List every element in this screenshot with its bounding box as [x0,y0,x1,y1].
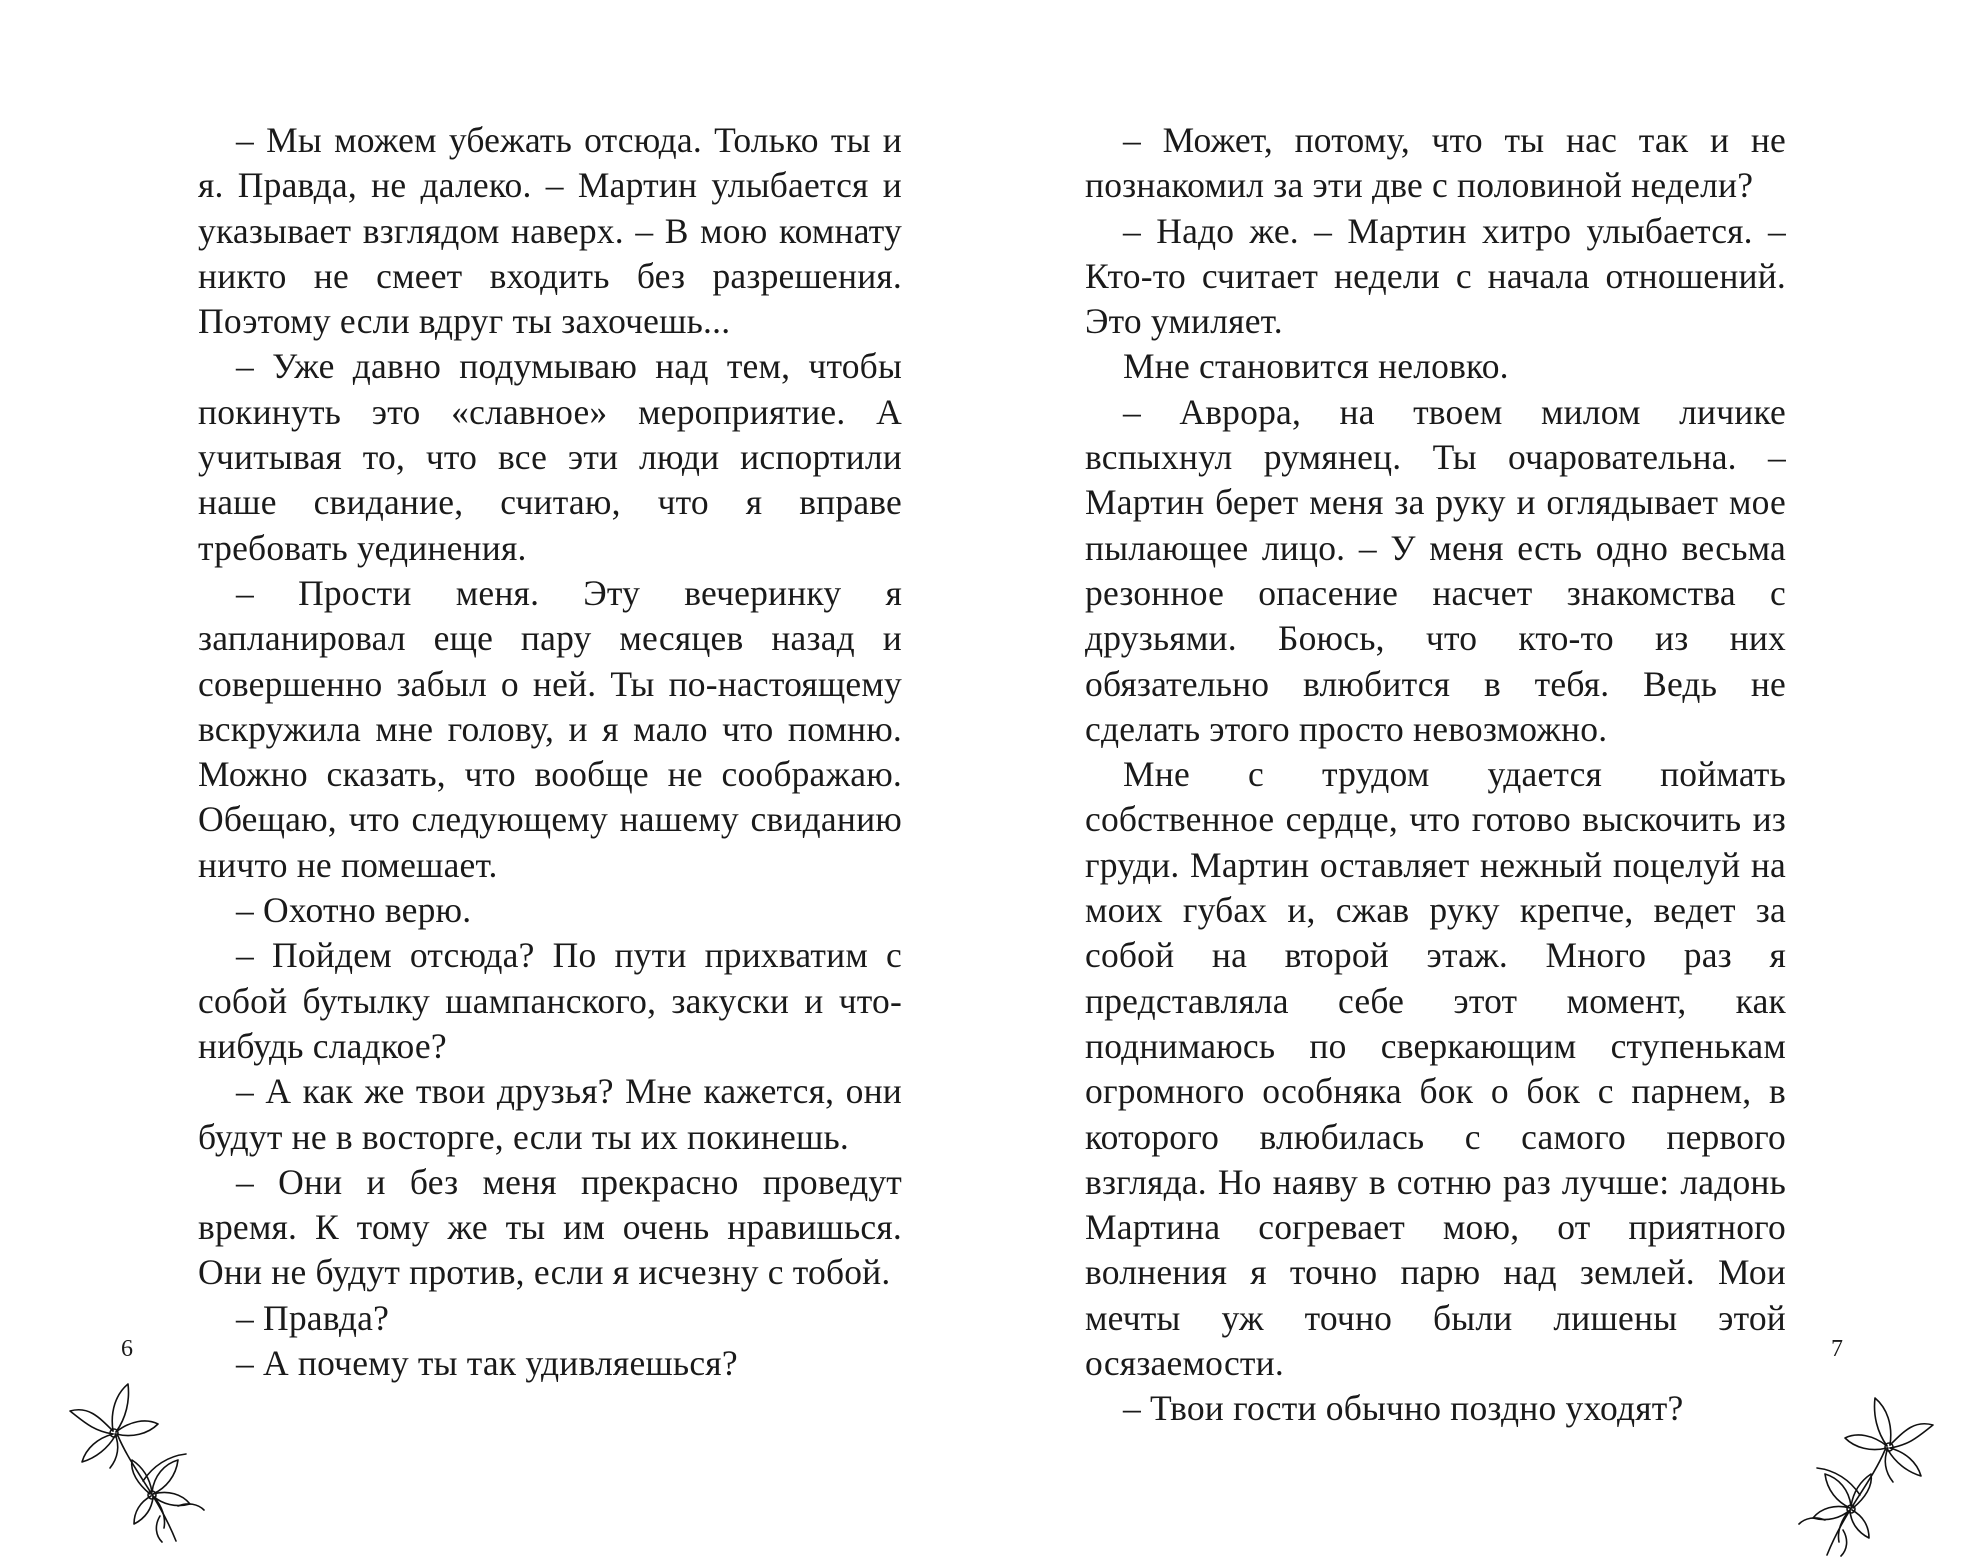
paragraph: – Мы можем убежать отсюда. Только ты и я. Правда, не далеко. – Мартин улыбается и указывает взглядом наверх. – В мою комнату никто не смеет входить без разрешения. Поэтому если вдруг ты захочешь... [198,120,902,342]
left-page-text [198,118,902,1386]
lotus-flower-icon [58,1376,208,1546]
paragraph: – Прости меня. Эту вечеринку я запланировал еще пару месяцев назад и совершенно забыл о ней. Ты по-настоящему вскружила мне голову, и я мало что помню. Можно сказать, что вообще не соображаю. Обещаю, что следующему нашему свиданию ничто не помешает. [198,572,902,885]
paragraph: – Уже давно подумываю над тем, чтобы покинуть это «славное» мероприятие. А учитывая то, что все эти люди испортили наше свидание, считаю, что я вправе требовать уединения. [198,346,902,568]
paragraph: – Твои гости обычно поздно уходят? [1123,1388,1684,1429]
page-number: 7 [1831,1336,1843,1362]
paragraph: – Надо же. – Мартин хитро улыбается. – Кто-то считает недели с начала отношений. Это умиляет. [1085,210,1786,342]
paragraph: – Правда? [236,1297,390,1338]
paragraph: Мне становится неловко. [1123,346,1509,387]
paragraph: – Аврора, на твоем милом личике вспыхнул румянец. Ты очаровательна. – Мартин берет меня за руку и оглядывает мое пылающее лицо. – У меня есть одно весьма резонное опасение насчет знакомства с друзьями. Боюсь, что кто-то из них обязательно влюбится в тебя. Ведь не сделать этого просто невозможно. [1085,391,1786,749]
page-number: 6 [121,1336,133,1362]
paragraph: – Пойдем отсюда? По пути прихватим с собой бутылку шампанского, закуски и что-нибудь сладкое? [198,935,902,1066]
paragraph: – Может, потому, что ты нас так и не познакомил за эти две с половиной недели? [1085,120,1786,206]
paragraph: – Они и без меня прекрасно проведут время. К тому же ты им очень нравишься. Они не будут против, если я исчезну с тобой. [198,1161,902,1293]
paragraph: – А почему ты так удивляешься? [236,1343,738,1384]
right-page [984,0,1969,1568]
left-page [0,0,984,1568]
paragraph: – А как же твои друзья? Мне кажется, они будут не в восторге, если ты их покинешь. [198,1071,902,1157]
right-page-text [1085,118,1786,1432]
paragraph: – Охотно верю. [236,890,472,931]
paragraph: Мне с трудом удается поймать собственное сердце, что готово выскочить из груди. Мартин оставляет нежный поцелуй на моих губах и, сжав руку крепче, ведет за собой на второй этаж. Много раз я представляла себе этот момент, как поднимаюсь по сверкающим ступенькам огромного особняка бок о бок с парнем, в которого влюбилась с самого первого взгляда. Но наяву в сотню раз лучше: ладонь Мартина согревает мою, от приятного волнения я точно парю над землей. Мои мечты уж точно были лишены этой осязаемости. [1085,754,1786,1384]
lotus-flower-icon [1795,1390,1945,1560]
